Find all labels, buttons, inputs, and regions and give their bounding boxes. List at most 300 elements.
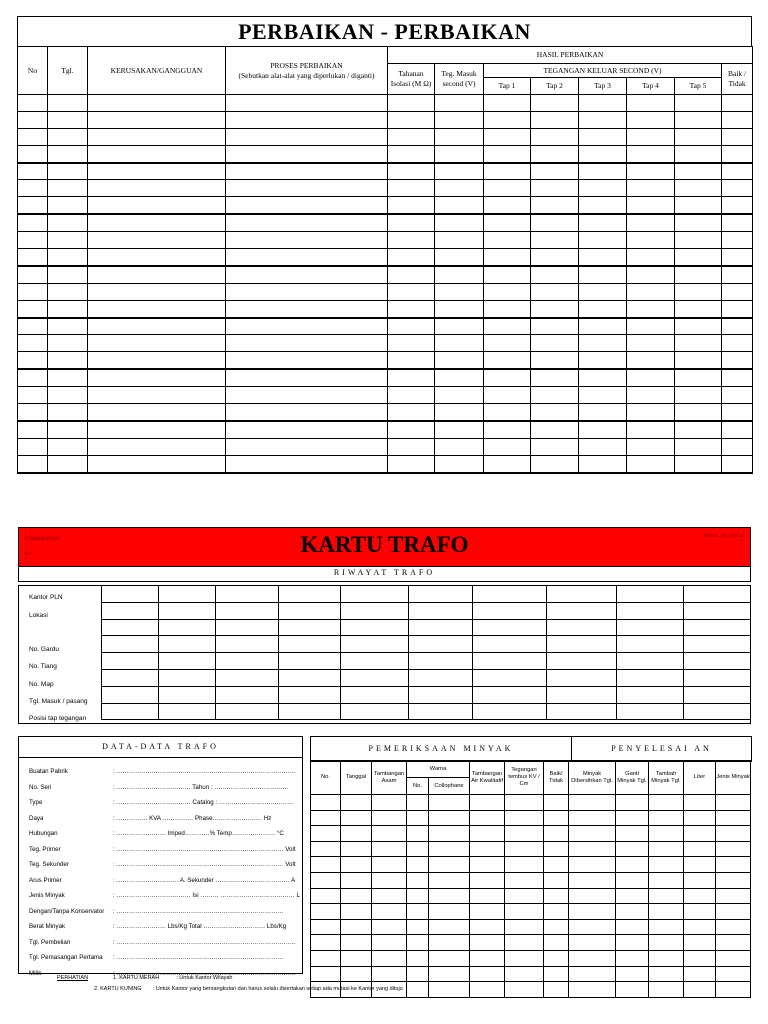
riwayat-cell[interactable]: [279, 669, 341, 686]
repairs-cell[interactable]: [388, 111, 435, 128]
oil-cell[interactable]: [649, 919, 684, 935]
oil-cell[interactable]: [429, 966, 470, 982]
repairs-cell[interactable]: [675, 145, 722, 162]
riwayat-cell[interactable]: [617, 703, 684, 720]
oil-cell[interactable]: [616, 857, 649, 873]
data-trafo-value[interactable]: : ……………………………………………………………………… Volt: [113, 861, 296, 868]
repairs-cell[interactable]: [226, 197, 388, 214]
oil-cell[interactable]: [716, 982, 751, 998]
riwayat-cell[interactable]: [409, 686, 473, 703]
repairs-cell[interactable]: [531, 111, 579, 128]
oil-cell[interactable]: [429, 810, 470, 826]
repairs-cell[interactable]: [484, 455, 531, 472]
repairs-cell[interactable]: [226, 438, 388, 455]
oil-cell[interactable]: [470, 935, 505, 951]
oil-cell[interactable]: [716, 841, 751, 857]
repairs-cell[interactable]: [388, 163, 435, 180]
riwayat-cell[interactable]: [473, 653, 547, 670]
repairs-cell[interactable]: [722, 438, 753, 455]
riwayat-cell[interactable]: [617, 686, 684, 703]
oil-cell[interactable]: [649, 935, 684, 951]
riwayat-cell[interactable]: [473, 602, 547, 619]
repairs-cell[interactable]: [675, 180, 722, 197]
oil-cell[interactable]: [684, 841, 716, 857]
oil-cell[interactable]: [544, 810, 569, 826]
repairs-cell[interactable]: [627, 95, 675, 112]
repairs-cell[interactable]: [531, 214, 579, 231]
data-trafo-value[interactable]: : ……………………………………………………………………………: [113, 938, 296, 946]
repairs-cell[interactable]: [579, 455, 627, 472]
repairs-cell[interactable]: [722, 163, 753, 180]
repairs-cell[interactable]: [226, 163, 388, 180]
repairs-cell[interactable]: [226, 421, 388, 438]
riwayat-cell[interactable]: [341, 602, 409, 619]
data-trafo-value[interactable]: : ………………………………………………………………………: [113, 907, 284, 915]
repairs-cell[interactable]: [435, 335, 484, 352]
repairs-cell[interactable]: [88, 249, 226, 266]
oil-cell[interactable]: [649, 810, 684, 826]
repairs-cell[interactable]: [388, 283, 435, 300]
repairs-cell[interactable]: [579, 111, 627, 128]
repairs-cell[interactable]: [88, 369, 226, 386]
oil-cell[interactable]: [341, 810, 372, 826]
oil-cell[interactable]: [544, 872, 569, 888]
repairs-cell[interactable]: [531, 163, 579, 180]
repairs-cell[interactable]: [48, 95, 88, 112]
oil-cell[interactable]: [311, 795, 341, 811]
oil-cell[interactable]: [716, 795, 751, 811]
repairs-cell[interactable]: [722, 232, 753, 249]
riwayat-cell[interactable]: [547, 602, 617, 619]
repairs-cell[interactable]: [484, 300, 531, 317]
oil-cell[interactable]: [372, 919, 407, 935]
data-trafo-value[interactable]: : ……………………………… Isi ……… ……………………………… L: [113, 892, 301, 899]
oil-cell[interactable]: [372, 826, 407, 842]
repairs-cell[interactable]: [88, 455, 226, 472]
repairs-cell[interactable]: [675, 455, 722, 472]
repairs-cell[interactable]: [579, 387, 627, 404]
riwayat-cell[interactable]: [617, 653, 684, 670]
oil-cell[interactable]: [429, 919, 470, 935]
repairs-cell[interactable]: [48, 283, 88, 300]
repairs-cell[interactable]: [18, 111, 48, 128]
repairs-cell[interactable]: [484, 163, 531, 180]
repairs-cell[interactable]: [579, 214, 627, 231]
repairs-cell[interactable]: [531, 369, 579, 386]
repairs-cell[interactable]: [675, 369, 722, 386]
repairs-cell[interactable]: [388, 369, 435, 386]
oil-cell[interactable]: [407, 982, 429, 998]
repairs-cell[interactable]: [18, 249, 48, 266]
riwayat-cell[interactable]: [279, 586, 341, 603]
repairs-cell[interactable]: [18, 128, 48, 145]
oil-cell[interactable]: [684, 810, 716, 826]
repairs-cell[interactable]: [579, 145, 627, 162]
repairs-cell[interactable]: [484, 111, 531, 128]
oil-cell[interactable]: [311, 904, 341, 920]
repairs-cell[interactable]: [18, 214, 48, 231]
riwayat-cell[interactable]: [684, 636, 751, 653]
repairs-cell[interactable]: [484, 232, 531, 249]
repairs-cell[interactable]: [88, 318, 226, 335]
oil-cell[interactable]: [616, 966, 649, 982]
repairs-cell[interactable]: [722, 421, 753, 438]
oil-cell[interactable]: [544, 841, 569, 857]
repairs-cell[interactable]: [675, 387, 722, 404]
repairs-cell[interactable]: [18, 197, 48, 214]
oil-cell[interactable]: [407, 888, 429, 904]
repairs-cell[interactable]: [88, 111, 226, 128]
repairs-cell[interactable]: [484, 438, 531, 455]
repairs-cell[interactable]: [435, 352, 484, 369]
repairs-cell[interactable]: [48, 197, 88, 214]
oil-cell[interactable]: [311, 841, 341, 857]
repairs-cell[interactable]: [18, 352, 48, 369]
repairs-cell[interactable]: [531, 455, 579, 472]
repairs-cell[interactable]: [675, 128, 722, 145]
repairs-cell[interactable]: [627, 404, 675, 421]
repairs-cell[interactable]: [484, 283, 531, 300]
data-trafo-value[interactable]: : ……………………………………………………………………… Volt: [113, 845, 296, 853]
oil-cell[interactable]: [505, 935, 544, 951]
riwayat-cell[interactable]: [684, 653, 751, 670]
repairs-cell[interactable]: [48, 352, 88, 369]
repairs-cell[interactable]: [627, 163, 675, 180]
riwayat-cell[interactable]: [473, 619, 547, 636]
oil-cell[interactable]: [372, 904, 407, 920]
oil-cell[interactable]: [544, 950, 569, 966]
riwayat-cell[interactable]: [473, 686, 547, 703]
repairs-cell[interactable]: [48, 145, 88, 162]
repairs-cell[interactable]: [18, 455, 48, 472]
repairs-cell[interactable]: [226, 387, 388, 404]
repairs-cell[interactable]: [48, 232, 88, 249]
repairs-cell[interactable]: [531, 352, 579, 369]
repairs-cell[interactable]: [435, 455, 484, 472]
repairs-cell[interactable]: [722, 128, 753, 145]
repairs-cell[interactable]: [226, 283, 388, 300]
riwayat-cell[interactable]: [159, 586, 216, 603]
oil-cell[interactable]: [616, 810, 649, 826]
repairs-cell[interactable]: [484, 266, 531, 283]
repairs-cell[interactable]: [484, 404, 531, 421]
repairs-cell[interactable]: [226, 404, 388, 421]
repairs-cell[interactable]: [627, 369, 675, 386]
oil-cell[interactable]: [649, 857, 684, 873]
oil-cell[interactable]: [649, 888, 684, 904]
riwayat-cell[interactable]: [216, 669, 279, 686]
oil-cell[interactable]: [341, 904, 372, 920]
repairs-cell[interactable]: [484, 180, 531, 197]
riwayat-cell[interactable]: [341, 636, 409, 653]
repairs-cell[interactable]: [88, 404, 226, 421]
oil-cell[interactable]: [684, 982, 716, 998]
oil-cell[interactable]: [716, 904, 751, 920]
repairs-cell[interactable]: [675, 163, 722, 180]
repairs-cell[interactable]: [531, 318, 579, 335]
repairs-cell[interactable]: [722, 95, 753, 112]
oil-cell[interactable]: [569, 826, 616, 842]
repairs-cell[interactable]: [531, 180, 579, 197]
oil-cell[interactable]: [407, 919, 429, 935]
riwayat-cell[interactable]: [684, 602, 751, 619]
repairs-cell[interactable]: [435, 180, 484, 197]
oil-cell[interactable]: [716, 935, 751, 951]
repairs-cell[interactable]: [435, 438, 484, 455]
repairs-cell[interactable]: [435, 214, 484, 231]
oil-cell[interactable]: [544, 919, 569, 935]
repairs-cell[interactable]: [435, 318, 484, 335]
repairs-cell[interactable]: [435, 387, 484, 404]
oil-cell[interactable]: [684, 904, 716, 920]
repairs-cell[interactable]: [484, 387, 531, 404]
riwayat-cell[interactable]: [279, 686, 341, 703]
repairs-cell[interactable]: [388, 318, 435, 335]
oil-cell[interactable]: [372, 795, 407, 811]
repairs-cell[interactable]: [226, 369, 388, 386]
repairs-cell[interactable]: [48, 128, 88, 145]
repairs-cell[interactable]: [435, 145, 484, 162]
riwayat-cell[interactable]: [159, 636, 216, 653]
oil-cell[interactable]: [569, 982, 616, 998]
oil-cell[interactable]: [684, 966, 716, 982]
repairs-cell[interactable]: [484, 335, 531, 352]
repairs-cell[interactable]: [579, 266, 627, 283]
oil-cell[interactable]: [470, 919, 505, 935]
repairs-cell[interactable]: [388, 180, 435, 197]
riwayat-cell[interactable]: [473, 586, 547, 603]
repairs-cell[interactable]: [18, 283, 48, 300]
riwayat-cell[interactable]: [341, 669, 409, 686]
data-trafo-value[interactable]: : …………………… Lbs/Kg Total ………………………… Lbs/Kg: [113, 923, 287, 930]
repairs-cell[interactable]: [48, 438, 88, 455]
oil-cell[interactable]: [505, 810, 544, 826]
oil-cell[interactable]: [505, 826, 544, 842]
repairs-cell[interactable]: [722, 369, 753, 386]
oil-cell[interactable]: [649, 872, 684, 888]
oil-cell[interactable]: [505, 950, 544, 966]
repairs-cell[interactable]: [435, 95, 484, 112]
repairs-cell[interactable]: [531, 283, 579, 300]
repairs-cell[interactable]: [88, 283, 226, 300]
riwayat-cell[interactable]: [409, 703, 473, 720]
riwayat-cell[interactable]: [684, 703, 751, 720]
repairs-cell[interactable]: [531, 387, 579, 404]
repairs-cell[interactable]: [579, 249, 627, 266]
repairs-cell[interactable]: [88, 214, 226, 231]
repairs-cell[interactable]: [675, 95, 722, 112]
data-trafo-value[interactable]: : ……………………………… Tahun : ………………………………: [113, 783, 289, 791]
oil-cell[interactable]: [341, 826, 372, 842]
repairs-cell[interactable]: [579, 438, 627, 455]
oil-cell[interactable]: [716, 919, 751, 935]
riwayat-cell[interactable]: [684, 586, 751, 603]
oil-cell[interactable]: [429, 795, 470, 811]
oil-cell[interactable]: [544, 966, 569, 982]
oil-cell[interactable]: [544, 795, 569, 811]
oil-cell[interactable]: [569, 857, 616, 873]
oil-cell[interactable]: [505, 872, 544, 888]
repairs-cell[interactable]: [627, 249, 675, 266]
repairs-cell[interactable]: [484, 352, 531, 369]
repairs-cell[interactable]: [48, 300, 88, 317]
repairs-cell[interactable]: [531, 335, 579, 352]
oil-cell[interactable]: [407, 826, 429, 842]
repairs-cell[interactable]: [435, 421, 484, 438]
repairs-cell[interactable]: [675, 249, 722, 266]
oil-cell[interactable]: [505, 888, 544, 904]
riwayat-cell[interactable]: [216, 686, 279, 703]
riwayat-cell[interactable]: [684, 669, 751, 686]
repairs-cell[interactable]: [48, 266, 88, 283]
repairs-cell[interactable]: [579, 163, 627, 180]
repairs-cell[interactable]: [675, 335, 722, 352]
oil-cell[interactable]: [569, 888, 616, 904]
repairs-cell[interactable]: [18, 404, 48, 421]
repairs-cell[interactable]: [579, 421, 627, 438]
oil-cell[interactable]: [470, 826, 505, 842]
oil-cell[interactable]: [372, 841, 407, 857]
repairs-cell[interactable]: [675, 266, 722, 283]
repairs-cell[interactable]: [722, 266, 753, 283]
repairs-cell[interactable]: [226, 300, 388, 317]
repairs-cell[interactable]: [722, 111, 753, 128]
oil-cell[interactable]: [505, 795, 544, 811]
oil-cell[interactable]: [569, 966, 616, 982]
oil-cell[interactable]: [407, 810, 429, 826]
oil-cell[interactable]: [716, 810, 751, 826]
riwayat-cell[interactable]: [473, 669, 547, 686]
repairs-cell[interactable]: [675, 404, 722, 421]
oil-cell[interactable]: [716, 888, 751, 904]
repairs-cell[interactable]: [88, 421, 226, 438]
repairs-cell[interactable]: [531, 145, 579, 162]
riwayat-cell[interactable]: [279, 602, 341, 619]
repairs-cell[interactable]: [48, 421, 88, 438]
repairs-cell[interactable]: [627, 438, 675, 455]
oil-cell[interactable]: [684, 795, 716, 811]
riwayat-cell[interactable]: [684, 686, 751, 703]
repairs-cell[interactable]: [48, 369, 88, 386]
data-trafo-value[interactable]: : ………………………………………………………………………: [113, 954, 284, 961]
repairs-cell[interactable]: [627, 283, 675, 300]
oil-cell[interactable]: [429, 904, 470, 920]
repairs-cell[interactable]: [722, 197, 753, 214]
oil-cell[interactable]: [407, 935, 429, 951]
repairs-cell[interactable]: [627, 335, 675, 352]
repairs-cell[interactable]: [88, 232, 226, 249]
oil-cell[interactable]: [407, 904, 429, 920]
repairs-cell[interactable]: [531, 232, 579, 249]
repairs-cell[interactable]: [579, 180, 627, 197]
data-trafo-value[interactable]: : …………… KVA …………… Phase…………………… Hz: [113, 814, 272, 822]
repairs-cell[interactable]: [388, 438, 435, 455]
riwayat-cell[interactable]: [409, 602, 473, 619]
riwayat-cell[interactable]: [216, 653, 279, 670]
repairs-cell[interactable]: [88, 197, 226, 214]
oil-cell[interactable]: [716, 872, 751, 888]
repairs-cell[interactable]: [226, 214, 388, 231]
repairs-cell[interactable]: [226, 111, 388, 128]
oil-cell[interactable]: [569, 872, 616, 888]
oil-cell[interactable]: [429, 982, 470, 998]
oil-cell[interactable]: [470, 982, 505, 998]
oil-cell[interactable]: [649, 841, 684, 857]
oil-cell[interactable]: [544, 826, 569, 842]
repairs-cell[interactable]: [388, 232, 435, 249]
repairs-cell[interactable]: [627, 300, 675, 317]
repairs-cell[interactable]: [435, 369, 484, 386]
oil-cell[interactable]: [341, 872, 372, 888]
repairs-cell[interactable]: [388, 300, 435, 317]
riwayat-cell[interactable]: [279, 653, 341, 670]
oil-cell[interactable]: [372, 950, 407, 966]
repairs-cell[interactable]: [484, 197, 531, 214]
oil-cell[interactable]: [505, 966, 544, 982]
repairs-cell[interactable]: [435, 128, 484, 145]
repairs-cell[interactable]: [531, 128, 579, 145]
repairs-cell[interactable]: [48, 163, 88, 180]
oil-cell[interactable]: [649, 795, 684, 811]
repairs-cell[interactable]: [18, 300, 48, 317]
oil-cell[interactable]: [311, 857, 341, 873]
repairs-cell[interactable]: [18, 387, 48, 404]
repairs-cell[interactable]: [627, 214, 675, 231]
oil-cell[interactable]: [616, 872, 649, 888]
repairs-cell[interactable]: [48, 387, 88, 404]
repairs-cell[interactable]: [722, 300, 753, 317]
riwayat-cell[interactable]: [102, 703, 159, 720]
riwayat-cell[interactable]: [216, 602, 279, 619]
riwayat-cell[interactable]: [102, 619, 159, 636]
oil-cell[interactable]: [372, 935, 407, 951]
repairs-cell[interactable]: [88, 387, 226, 404]
oil-cell[interactable]: [407, 966, 429, 982]
oil-cell[interactable]: [429, 950, 470, 966]
repairs-cell[interactable]: [627, 455, 675, 472]
riwayat-cell[interactable]: [547, 619, 617, 636]
repairs-cell[interactable]: [675, 197, 722, 214]
riwayat-cell[interactable]: [102, 653, 159, 670]
oil-cell[interactable]: [311, 888, 341, 904]
riwayat-cell[interactable]: [279, 619, 341, 636]
repairs-cell[interactable]: [388, 95, 435, 112]
oil-cell[interactable]: [407, 841, 429, 857]
repairs-cell[interactable]: [675, 438, 722, 455]
repairs-cell[interactable]: [18, 266, 48, 283]
oil-cell[interactable]: [407, 795, 429, 811]
oil-cell[interactable]: [505, 982, 544, 998]
repairs-cell[interactable]: [226, 455, 388, 472]
repairs-cell[interactable]: [484, 128, 531, 145]
oil-cell[interactable]: [569, 904, 616, 920]
riwayat-cell[interactable]: [341, 653, 409, 670]
oil-cell[interactable]: [716, 966, 751, 982]
repairs-cell[interactable]: [579, 318, 627, 335]
repairs-cell[interactable]: [88, 352, 226, 369]
repairs-cell[interactable]: [579, 95, 627, 112]
repairs-cell[interactable]: [88, 128, 226, 145]
oil-cell[interactable]: [470, 904, 505, 920]
data-trafo-value[interactable]: : …………………… Imped…………% Temp………………… °C: [113, 830, 284, 837]
repairs-cell[interactable]: [722, 249, 753, 266]
riwayat-cell[interactable]: [547, 653, 617, 670]
repairs-cell[interactable]: [627, 128, 675, 145]
repairs-cell[interactable]: [388, 352, 435, 369]
oil-cell[interactable]: [372, 888, 407, 904]
oil-cell[interactable]: [470, 950, 505, 966]
repairs-cell[interactable]: [88, 335, 226, 352]
